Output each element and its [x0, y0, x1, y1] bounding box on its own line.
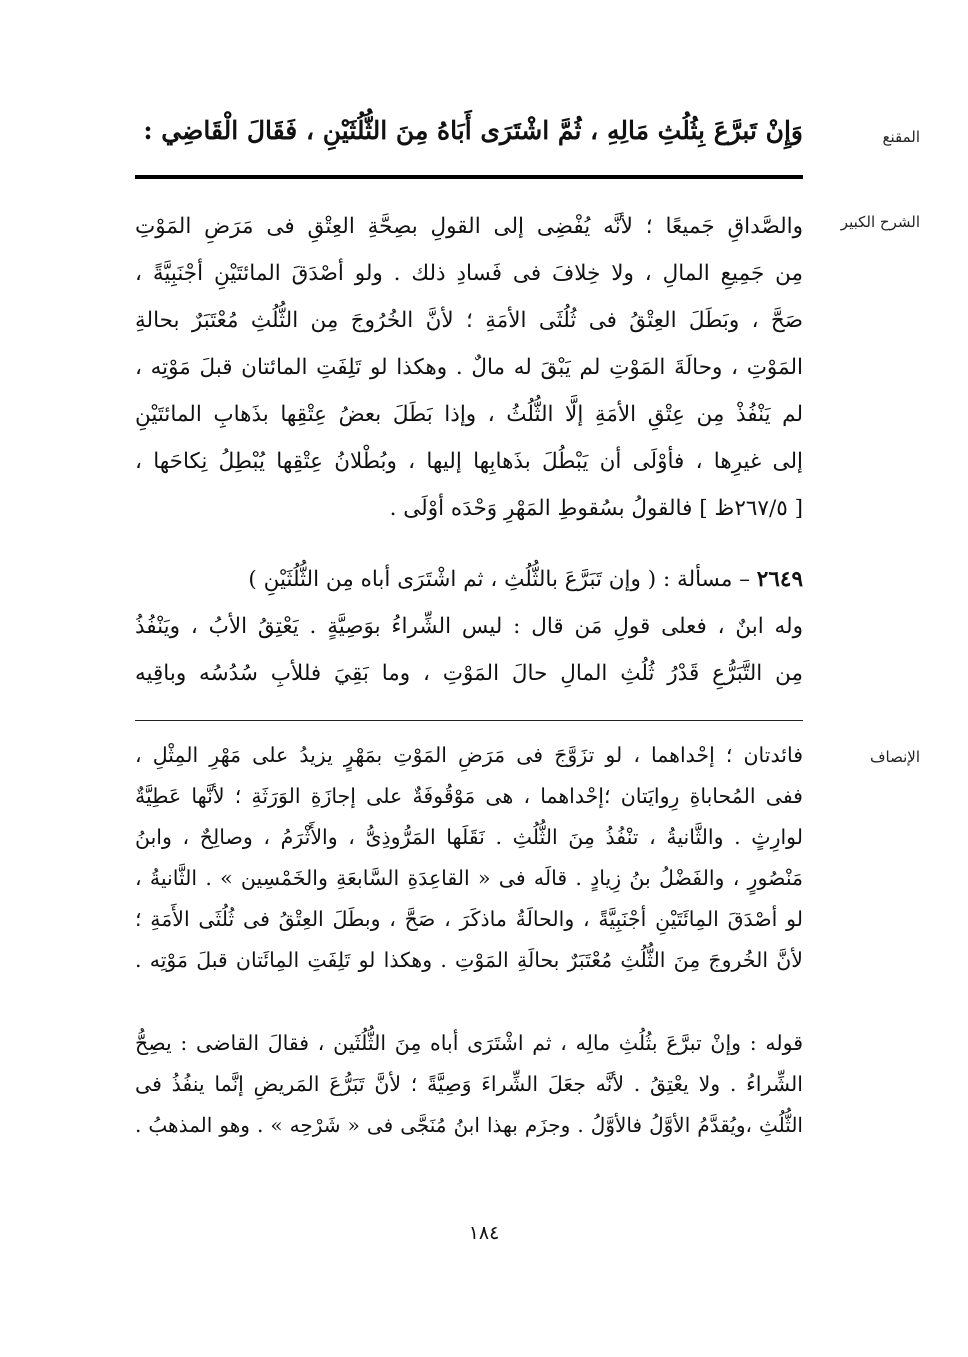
- sharh-line: والصَّداقِ جَميعًا ؛ لأنَّه يُفْضِى إلى القولِ بصِحَّةِ العِتْقِ فى مَرَضِ المَوْتِ: [135, 214, 803, 239]
- sharh-line: المَوْتِ ، وحالَةَ المَوْتِ لم يَبْقَ له مالٌ . وهكذا لو تَلِفَتِ المائتان قبلَ مَوْتِه ،: [135, 355, 803, 380]
- muqni-label: المقنع: [882, 128, 920, 146]
- insaf-text: [135, 735, 803, 981]
- insaf-line: لأنَّ الخُروجَ مِنَ الثُّلُثِ مُعْتَبَرٌ بحالَةِ المَوْتِ . وهكذا لو تَلِفَتِ المِائَتان قبلَ مَوْتِه .: [135, 948, 803, 972]
- qawluh-block: [135, 1023, 803, 1146]
- masala-heading: [135, 556, 803, 603]
- sharh-label: الشرح الكبير: [840, 213, 920, 231]
- insaf-line: مَنْصُورٍ ، والفَضْلُ بنُ زِيادٍ . قالَه فى « القاعِدَةِ السَّابعَةِ والخَمْسِين » . الثَّانيةُ ،: [135, 866, 803, 890]
- muqni-line: وَإِنْ تَبرَّعَ بِثُلُثِ مَالِهِ ، ثُمَّ اشْتَرَى أَبَاهُ مِنَ الثُّلُثَيْنِ ، فَقَالَ الْقَاضِي :: [143, 116, 803, 145]
- qawluh-line: قوله : وإنْ تبرَّعَ بثُلُثِ مالِه ، ثم اشْتَرَى أباه مِنَ الثُّلُثَين ، فقالَ القاضى : يصِحُّ: [135, 1031, 803, 1055]
- insaf-line: فائدتان ؛ إحْداهما ، لو تزَوَّجَ فى مَرَضِ المَوْتِ بمَهْرٍ يزيدُ على مَهْرِ المِثْلِ ،: [135, 743, 803, 767]
- qawluh-line: الشِّراءُ . ولا يعْتِقُ . لأنَّه جعَلَ الشِّراءَ وَصِيَّةً ؛ لأنَّ تَبَرُّعَ المَريضِ إنَّما ينفُذُ فى: [135, 1072, 803, 1096]
- sharh-line: إلى غيرِها ، فأوْلَى أن يَبْطُلَ بذَهابِها إليها ، وبُطْلانُ عِتْقِها يُبْطِلُ نِكاحَها ،: [135, 449, 803, 474]
- page-number: ١٨٤: [468, 1222, 500, 1244]
- sharh-line: صَحَّ ، وبَطَلَ العِتْقُ فى ثُلُثَى الأمَةِ ؛ لأنَّ الخُرُوجَ مِن الثُّلُثِ مُعْتَبَرٌ بحالةِ: [135, 308, 803, 333]
- sharh-line: لم يَنْفُذْ مِن عِتْقِ الأمَةِ إلَّا الثُّلُثُ ، وإذا بَطَلَ بعضُ عِتْقِها بذَهابِ المائتَيْنِ: [135, 402, 803, 427]
- masala-line: وله ابنٌ ، فعلى قولِ مَن قال : ليس الشِّراءُ بوَصِيَّةٍ . يَعْتِقُ الأبُ ، ويَنْفُذُ: [135, 614, 803, 639]
- masala-block: [135, 556, 803, 697]
- masala-number: ٢٦٤٩: [756, 567, 803, 592]
- header-divider: [135, 175, 803, 179]
- section-divider: [135, 720, 803, 721]
- muqni-text: [135, 108, 803, 154]
- qawluh-line: الثُّلُثِ ،ويُقدَّمُ الأوَّلُ فالأوَّلُ . وجزَم بهذا ابنُ مُنَجَّى فى « شَرْحِه » . وهو المذهبُ .: [135, 1113, 803, 1137]
- insaf-line: ففى المُحاباةِ رِوايَتان ؛إحْداهما ، هى مَوْقُوفَةٌ على إجازَةِ الوَرَثَةِ ؛ لأنَّها عَطِيَّةٌ: [135, 784, 803, 808]
- sharh-line: مِن جَمِيعِ المالِ ، ولا خِلافَ فى فَسادِ ذلك . ولو أصْدَقَ المائتَيْنِ أجْنَبِيَّةً ،: [135, 261, 803, 286]
- insaf-line: لوارِثٍ . والثَّانيةُ ، تنْفُذُ مِنَ الثُّلُثِ . نَقَلَها المَرُّوذِىُّ ، والأَثْرَمُ ، وصالِحٌ ، وابنُ: [135, 825, 803, 849]
- masala-title: – مسألة : ( وإن تَبَرَّعَ بالثُّلُثِ ، ثم اشْتَرَى أباه مِن الثُّلُثَيْنِ ): [248, 567, 750, 592]
- insaf-line: لو أصْدَقَ المِائَتَيْنِ أجْنَبِيَّةً ، والحالَةُ ماذكَرَ ، صَحَّ ، وبطَلَ العِتْقُ فى ثُلُثَى الأَمَةِ ؛: [135, 907, 803, 931]
- sharh-text: [135, 203, 803, 532]
- sharh-line: [ ٢٦٧/٥ظ ] فالقولُ بسُقوطِ المَهْرِ وَحْدَه أوْلَى .: [389, 496, 803, 521]
- insaf-label: الإنصاف: [869, 748, 920, 766]
- masala-line: مِن التَّبَرُّعِ قَدْرُ ثُلُثِ المالِ حالَ المَوْتِ ، وما بَقِيَ فللأبِ سُدُسُه وباقِيه: [135, 661, 803, 686]
